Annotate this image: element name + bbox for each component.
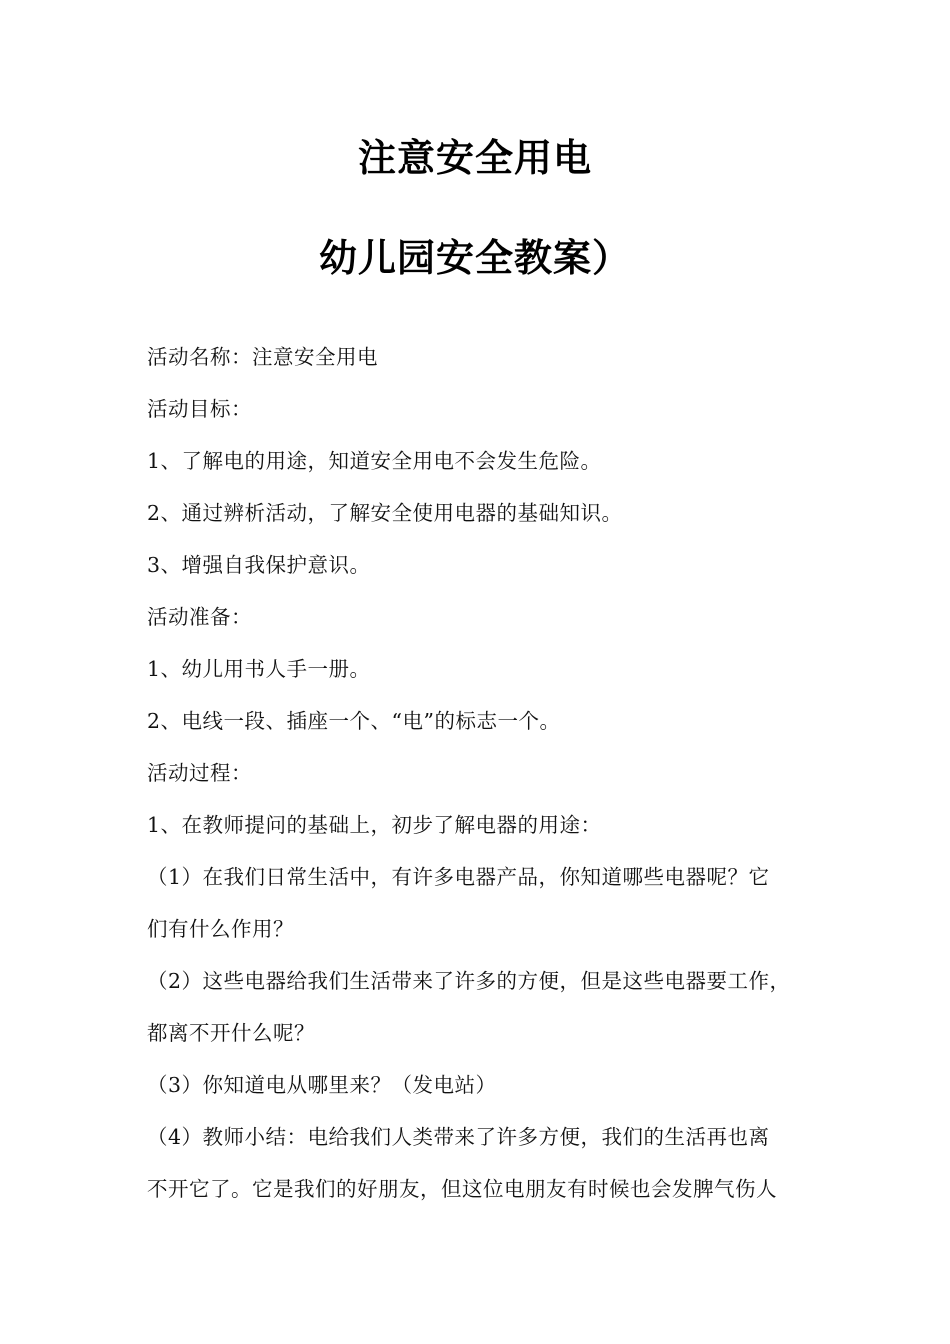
process-summary-line-2: 不开它了。它是我们的好朋友，但这位电朋友有时候也会发脾气伤人: [147, 1177, 777, 1201]
process-step-1: 1、在教师提问的基础上，初步了解电器的用途：: [147, 813, 602, 837]
process-question-2-line-1: （2）这些电器给我们生活带来了许多的方便，但是这些电器要工作，: [147, 969, 791, 993]
document-title: 注意安全用电: [357, 136, 592, 180]
heading-activity-goals: 活动目标：: [147, 397, 252, 421]
paragraph-activity-name: 活动名称：注意安全用电: [147, 345, 378, 369]
goal-item-1: 1、了解电的用途，知道安全用电不会发生危险。: [147, 449, 602, 473]
process-question-2-line-2: 都离不开什么呢？: [147, 1021, 315, 1045]
goal-item-2: 2、通过辨析活动，了解安全使用电器的基础知识。: [147, 501, 623, 525]
process-question-3: （3）你知道电从哪里来？（发电站）: [147, 1073, 497, 1097]
preparation-item-1: 1、幼儿用书人手一册。: [147, 657, 371, 681]
heading-activity-process: 活动过程：: [147, 761, 252, 785]
process-summary-line-1: （4）教师小结：电给我们人类带来了许多方便，我们的生活再也离: [147, 1125, 770, 1149]
heading-activity-preparation: 活动准备：: [147, 605, 252, 629]
process-question-1-line-1: （1）在我们日常生活中，有许多电器产品，你知道哪些电器呢？它: [147, 865, 770, 889]
document-body: [147, 338, 822, 1208]
preparation-item-2: 2、电线一段、插座一个、“电”的标志一个。: [147, 709, 561, 733]
goal-item-3: 3、增强自我保护意识。: [147, 553, 371, 577]
document-subtitle: 幼儿园安全教案）: [318, 236, 631, 280]
process-question-1-line-2: 们有什么作用？: [147, 917, 294, 941]
